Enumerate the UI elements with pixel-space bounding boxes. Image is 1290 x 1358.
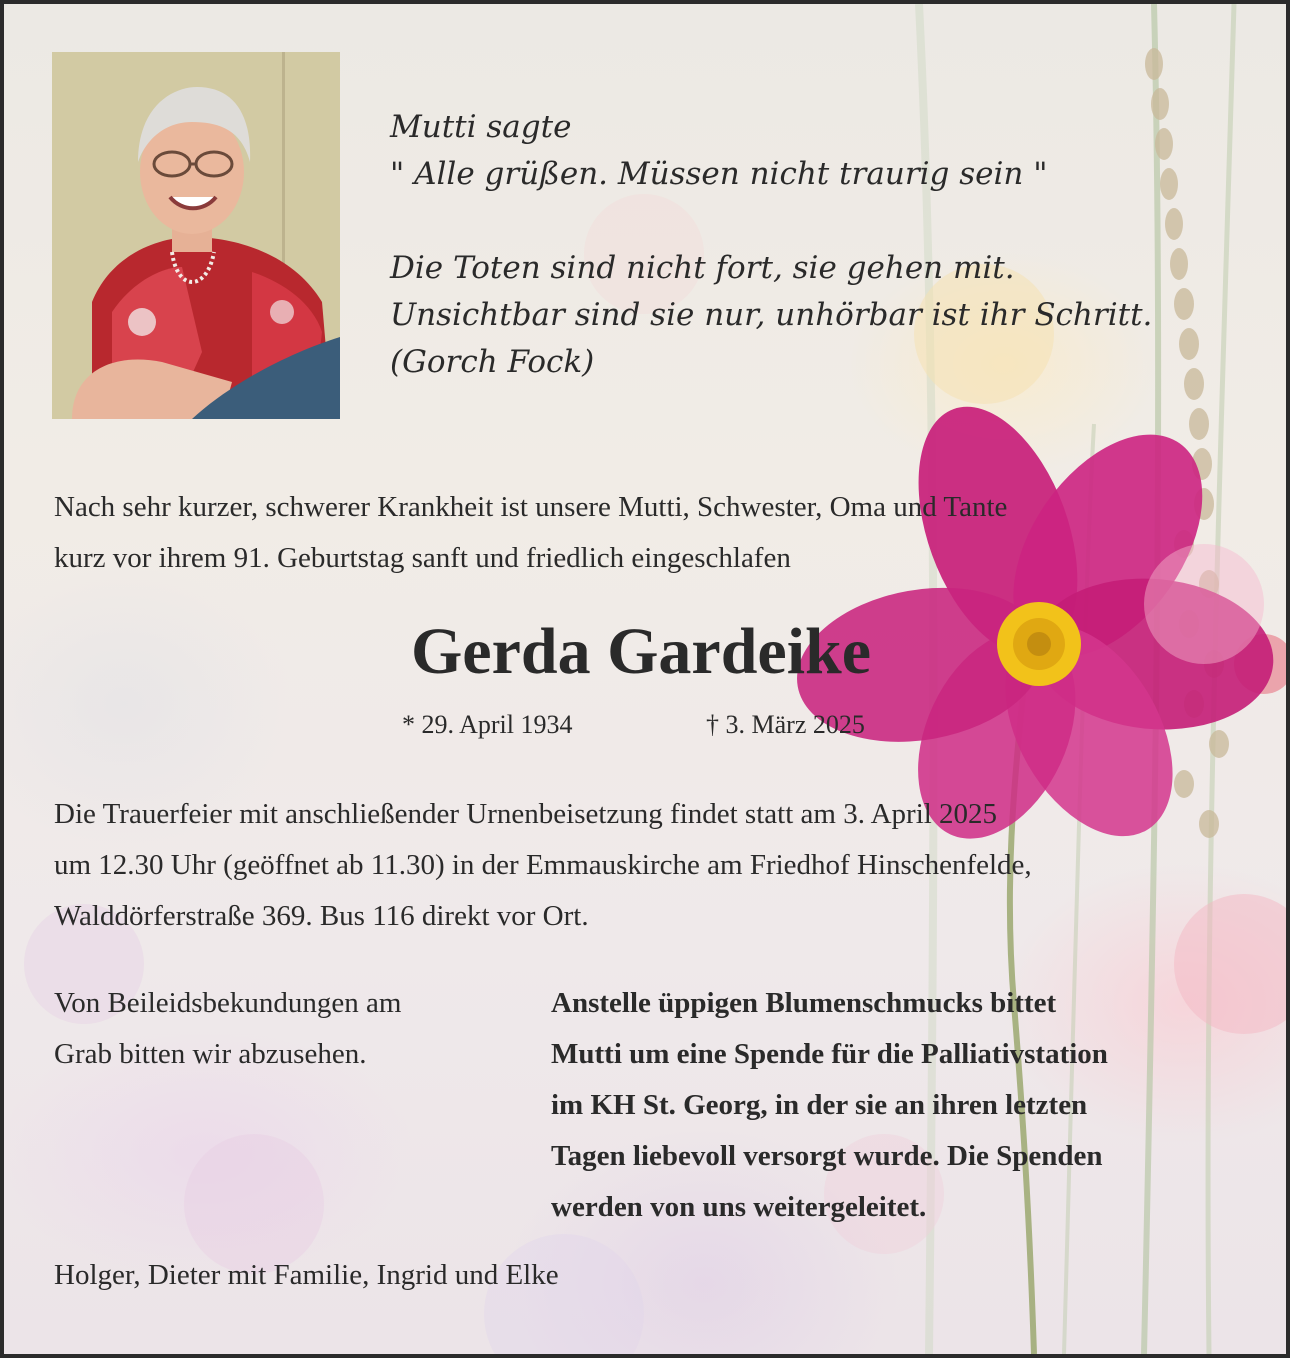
death-date: † 3. März 2025 (706, 710, 865, 739)
donation-line: werden von uns weitergeleitet. (551, 1191, 927, 1223)
quote-line: Die Toten sind nicht fort, sie gehen mit. (390, 250, 1015, 286)
quote-attribution: (Gorch Fock) (390, 344, 595, 380)
donation-note (551, 978, 1251, 1233)
intro-line: Nach sehr kurzer, schwerer Krankheit ist unsere Mutti, Schwester, Oma und Tante (54, 491, 1008, 523)
condolence-note (54, 978, 494, 1080)
family-signature: Holger, Dieter mit Familie, Ingrid und Elke (54, 1259, 559, 1291)
quote-line: Mutti sagte (390, 109, 572, 145)
donation-line: Tagen liebevoll versorgt wurde. Die Spenden (551, 1140, 1103, 1172)
quote-spacer (390, 198, 1210, 245)
intro-line: kurz vor ihrem 91. Geburtstag sanft und friedlich eingeschlafen (54, 542, 791, 574)
portrait-illustration (52, 52, 340, 419)
quote-block (390, 104, 1210, 386)
intro-paragraph (54, 482, 1254, 584)
birth-date: * 29. April 1934 (402, 710, 573, 739)
quote-line: " Alle grüßen. Müssen nicht traurig sein " (390, 156, 1048, 192)
bokeh (484, 1234, 644, 1354)
donation-line: Mutti um eine Spende für die Palliativstation (551, 1038, 1108, 1070)
service-line: Walddörferstraße 369. Bus 116 direkt vor Ort. (54, 900, 589, 932)
service-line: Die Trauerfeier mit anschließender Urnenbeisetzung findet statt am 3. April 2025 (54, 798, 998, 830)
service-paragraph (54, 789, 1264, 942)
condolence-line: Von Beileidsbekundungen am (54, 987, 402, 1019)
bokeh (184, 1134, 324, 1274)
obituary-card (4, 4, 1286, 1354)
deceased-name: Gerda Gardeike (410, 615, 872, 688)
quote-line: Unsichtbar sind sie nur, unhörbar ist ihr Schritt. (390, 297, 1153, 333)
portrait-photo (52, 52, 340, 419)
service-line: um 12.30 Uhr (geöffnet ab 11.30) in der Emmauskirche am Friedhof Hinschenfelde, (54, 849, 1032, 881)
donation-line: im KH St. Georg, in der sie an ihren letzten (551, 1089, 1088, 1121)
donation-line: Anstelle üppigen Blumenschmucks bittet (551, 987, 1057, 1019)
condolence-line: Grab bitten wir abzusehen. (54, 1038, 367, 1070)
